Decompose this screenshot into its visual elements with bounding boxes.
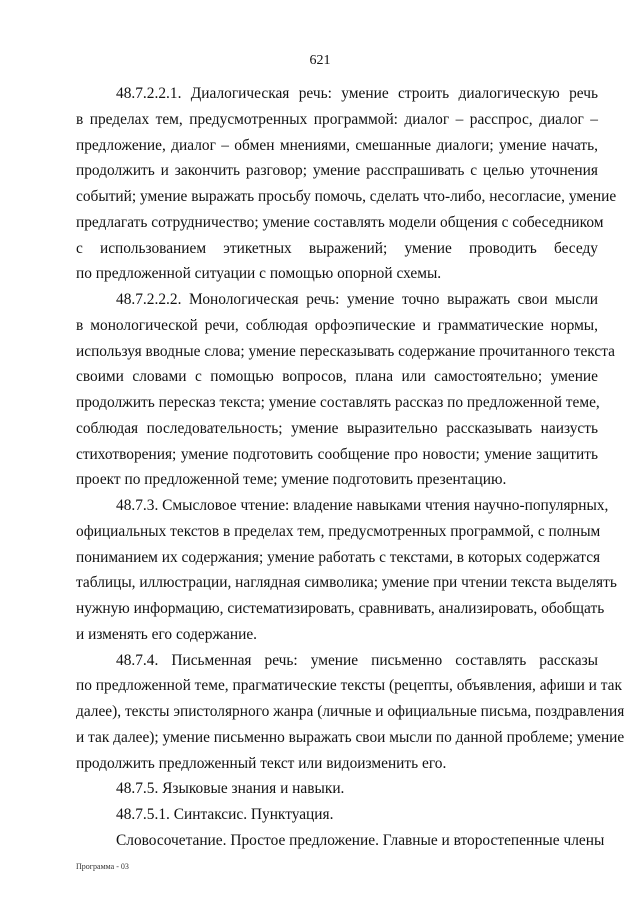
text-line: в монологической речи, соблюдая орфоэпические и грамматические нормы,: [76, 316, 598, 334]
text-line: с использованием этикетных выражений; умение проводить беседу: [76, 239, 598, 257]
text-line: Словосочетание. Простое предложение. Главные и второстепенные члены: [116, 831, 605, 849]
paragraph-p-48-7-3: [76, 493, 617, 648]
text-line: 48.7.4. Письменная речь: умение письменно составлять рассказы: [116, 651, 598, 669]
document-body: [76, 81, 625, 854]
page-number: 621: [309, 53, 331, 68]
text-line: официальных текстов в пределах тем, предусмотренных программой, с полным: [76, 522, 601, 540]
text-line: проект по предложенной теме; умение подготовить презентацию.: [76, 471, 507, 489]
paragraph-p-48-7-4: [76, 648, 625, 777]
text-line: 48.7.3. Смысловое чтение: владение навыками чтения научно-популярных,: [116, 497, 609, 514]
paragraph-p-48-7-2-2-2: [76, 287, 615, 493]
text-line: 48.7.2.2.2. Монологическая речь: умение точно выражать свои мысли: [116, 291, 598, 308]
text-line: и изменять его содержание.: [76, 625, 258, 643]
text-line: предлагать сотрудничество; умение составлять модели общения с собеседником: [76, 213, 604, 231]
text-line: пониманием их содержания; умение работать с текстами, в которых содержатся: [76, 548, 601, 566]
text-line: продолжить и закончить разговор; умение расспрашивать с целью уточнения: [76, 162, 598, 180]
paragraph-p-48-7-5: [76, 776, 598, 802]
paragraph-p-word-combination: [76, 828, 605, 854]
page-footer: Программа - 03: [76, 862, 129, 871]
text-line: событий; умение выражать просьбу помочь, сделать что-либо, несогласие, умение: [76, 188, 617, 205]
text-line: используя вводные слова; умение пересказывать содержание прочитанного текста: [76, 342, 615, 360]
text-line: в пределах тем, предусмотренных программой: диалог – расспрос, диалог –: [76, 110, 598, 128]
text-line: предложение, диалог – обмен мнениями, смешанные диалоги; умение начать,: [76, 136, 598, 154]
text-line: своими словами с помощью вопросов, плана или самостоятельно; умение: [76, 368, 598, 386]
text-line: 48.7.5.1. Синтаксис. Пунктуация.: [116, 806, 334, 823]
text-line: по предложенной теме, прагматические тексты (рецепты, объявления, афиши и так: [76, 677, 622, 695]
text-line: стихотворения; умение подготовить сообщение про новости; умение защитить: [76, 445, 598, 463]
text-line: 48.7.5. Языковые знания и навыки.: [116, 780, 345, 798]
paragraph-p-48-7-2-2-1: [76, 81, 617, 287]
text-line: нужную информацию, систематизировать, сравнивать, анализировать, обобщать: [76, 600, 605, 617]
text-line: 48.7.2.2.1. Диалогическая речь: умение строить диалогическую речь: [116, 85, 598, 102]
text-line: продолжить предложенный текст или видоизменить его.: [76, 754, 447, 772]
text-line: и так далее); умение письменно выражать свои мысли по данной проблеме; умение: [76, 728, 625, 746]
text-line: таблицы, иллюстрации, наглядная символика; умение при чтении текста выделять: [76, 574, 617, 592]
text-line: далее), тексты эпистолярного жанра (личные и официальные письма, поздравления: [76, 703, 625, 720]
text-line: по предложенной ситуации с помощью опорной схемы.: [76, 265, 442, 283]
paragraph-p-48-7-5-1: [76, 802, 598, 828]
text-line: соблюдая последовательность; умение выразительно рассказывать наизусть: [76, 419, 598, 437]
text-line: продолжить пересказ текста; умение составлять рассказ по предложенной теме,: [76, 394, 600, 411]
